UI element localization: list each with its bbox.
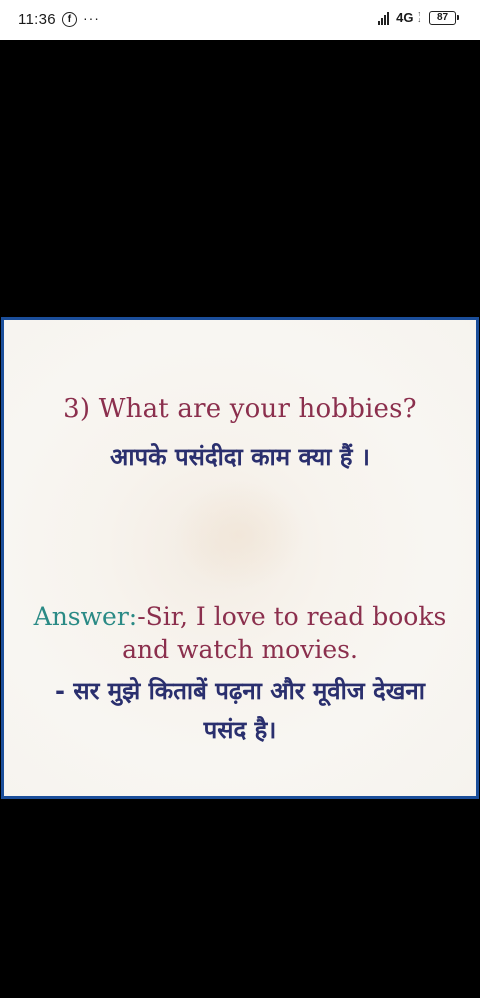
status-right — [378, 10, 456, 25]
answer-text-2: and watch movies. — [122, 635, 358, 664]
question-text: 3) What are your hobbies? — [63, 394, 417, 424]
status-left — [18, 11, 100, 28]
battery-icon: 87 — [429, 11, 456, 25]
status-bar — [0, 0, 480, 40]
answer-line — [4, 602, 476, 631]
answer-hindi-text-2: पसंद है। — [203, 716, 277, 744]
status-time: 11:36 — [18, 11, 56, 28]
answer-hindi-text-1: - सर मुझे किताबें पढ़ना और मूवीज देखना — [55, 677, 425, 705]
facebook-icon: f — [62, 12, 77, 27]
answer-text-1: -Sir, I love to read books — [137, 602, 447, 631]
signal-icon — [378, 11, 389, 25]
watermark — [174, 480, 304, 590]
question-hindi-text: आपके पसंदीदा काम क्या हैं । — [110, 443, 370, 471]
image-viewer[interactable] — [0, 40, 480, 998]
answer-label: Answer: — [33, 602, 138, 631]
data-arrows-icon: ↑ ↓ — [417, 10, 421, 24]
network-type: 4G — [396, 10, 414, 25]
more-dots-icon: ··· — [82, 9, 100, 26]
quote-image[interactable] — [1, 317, 479, 799]
